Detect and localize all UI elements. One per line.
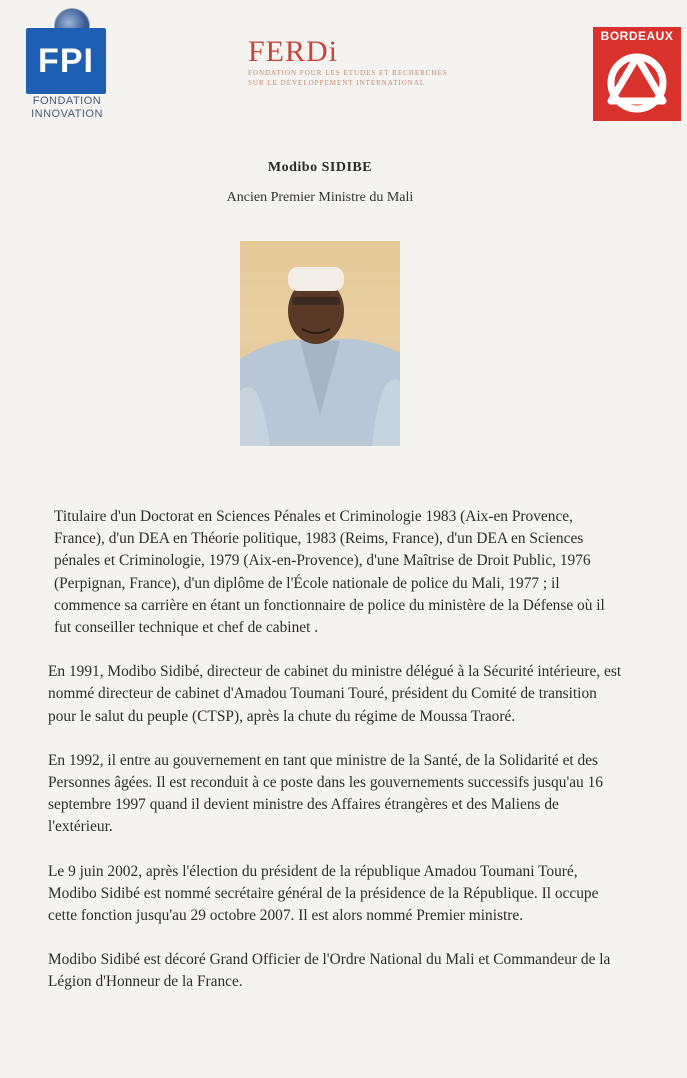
bordeaux-logo	[593, 27, 681, 121]
biography-text	[48, 506, 623, 1016]
portrait-photo	[240, 241, 400, 446]
paragraph-2002: Le 9 juin 2002, après l'élection du président de la république Amadou Toumani Touré, Modibo Sidibé est nommé secrétaire général de la présidence de la République. Il occupe cette fonction jusqu'au 29 octobre 2007. Il est alors nommé Premier ministre.	[48, 862, 599, 925]
person-name: Modibo SIDIBE	[267, 160, 373, 175]
bordeaux-logo-label: BORDEAUX	[600, 29, 674, 43]
fpi-logo-line2: INNOVATION	[31, 108, 103, 120]
portrait-icon	[240, 241, 400, 446]
paragraph-1992: En 1992, il entre au gouvernement en tant que ministre de la Santé, de la Solidarité et des Personnes âgées. Il est reconduit à ce poste dans les gouvernements successifs jusqu'au 16 septembre 1997 quand il devient ministre des Affaires étrangères et des Maliens de l'extérieur.	[48, 751, 603, 836]
fpi-logo	[24, 8, 108, 120]
person-title: Ancien Premier Ministre du Mali	[226, 190, 414, 205]
paragraph-education: Titulaire d'un Doctorat en Sciences Pénales et Criminologie 1983 (Aix-en Provence, France), d'un DEA en Théorie politique, 1983 (Reims, France), d'un DEA en Sciences pénales et Criminologie, 1979 (Aix-en-Provence), d'une Maîtrise de Droit Public, 1976 (Perpignan, France), d'un diplôme de l'École nationale de police du Mali, 1977 ; il commence sa carrière en étant un fonctionnaire de police du ministère de la Défense où il fut conseiller technique et chef de cabinet .	[54, 508, 605, 637]
ferdi-logo	[248, 36, 488, 106]
ferdi-logo-line2: SUR LE DEVELOPPEMENT INTERNATIONAL	[248, 79, 426, 87]
fpi-logo-mark: FPI	[38, 42, 94, 80]
ferdi-logo-line1: FONDATION POUR LES ETUDES ET RECHERCHES	[248, 69, 448, 77]
ferdi-logo-mark: FERDi	[248, 35, 339, 68]
paragraph-1991: En 1991, Modibo Sidibé, directeur de cabinet du ministre délégué à la Sécurité intérieure, est nommé directeur de cabinet d'Amadou Toumani Touré, président du Comité de transition pour le salut du peuple (CTSP), après la chute du régime de Moussa Traoré.	[48, 663, 622, 725]
bordeaux-symbol-icon	[603, 47, 671, 115]
paragraph-honours: Modibo Sidibé est décoré Grand Officier de l'Ordre National du Mali et Commandeur de la Légion d'Honneur de la France.	[48, 951, 611, 991]
fpi-logo-line1: FONDATION	[32, 95, 102, 107]
